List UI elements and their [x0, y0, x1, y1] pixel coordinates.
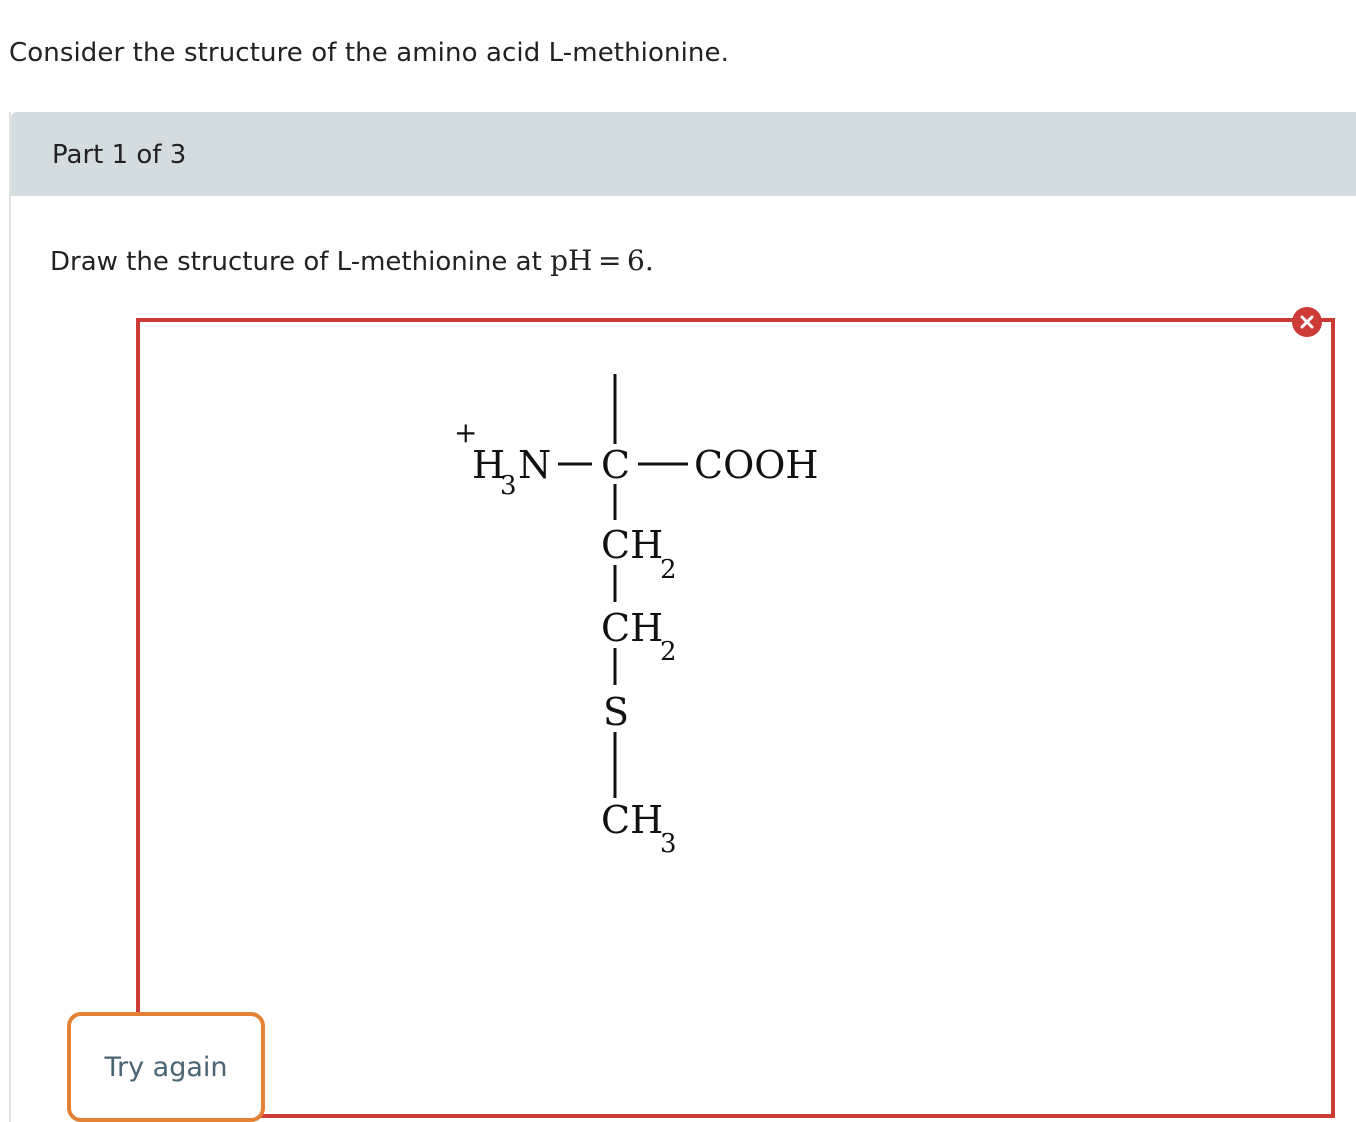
alpha-carbon: C	[601, 443, 631, 487]
sulfur-atom: S	[603, 690, 630, 734]
amine-h-subscript: 3	[500, 471, 517, 501]
amine-n: N	[518, 443, 552, 487]
part-header	[11, 112, 1356, 196]
part-prompt	[50, 244, 654, 277]
ch2-a-subscript: 2	[660, 555, 677, 585]
methionine-structure[interactable]	[430, 360, 850, 860]
incorrect-x-icon	[1292, 307, 1322, 337]
carboxyl-group: COOH	[694, 443, 819, 487]
prompt-math: pH = 6.	[550, 244, 654, 277]
amine-h: H	[472, 443, 506, 487]
question-text: Consider the structure of the amino acid L-methionine.	[9, 38, 729, 68]
try-again-button[interactable]: Try again	[67, 1012, 265, 1122]
ch2-b: CH	[601, 606, 664, 650]
methyl-subscript: 3	[660, 829, 677, 859]
ch2-a: CH	[601, 523, 664, 567]
methyl: CH	[601, 798, 664, 842]
prompt-text: Draw the structure of L-methionine at	[50, 247, 551, 277]
charge-plus: +	[454, 416, 478, 449]
ch2-b-subscript: 2	[660, 637, 677, 667]
part-label: Part 1 of 3	[52, 140, 187, 170]
